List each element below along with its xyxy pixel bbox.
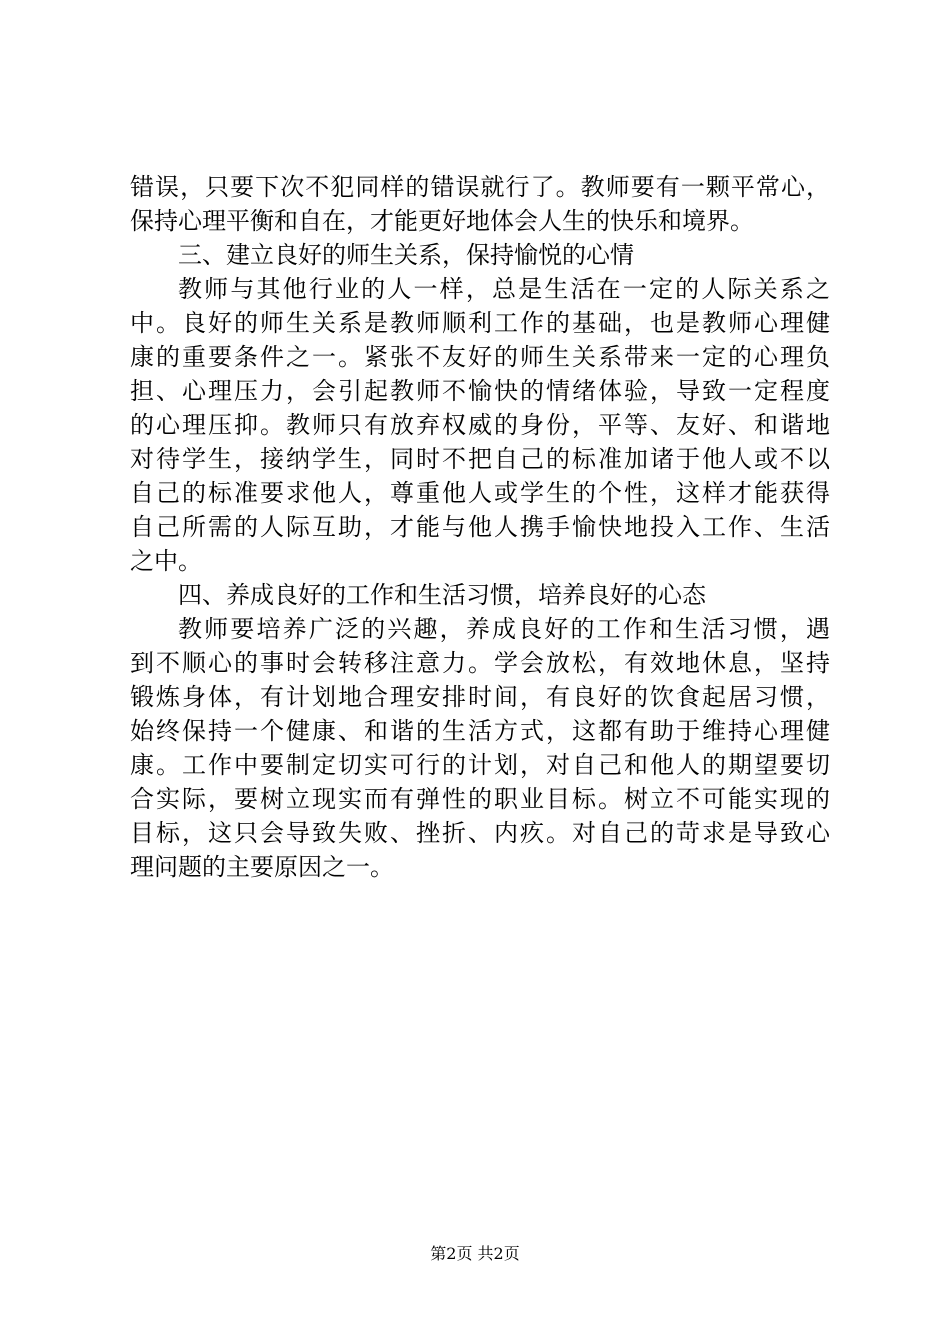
text-line: 到不顺心的事时会转移注意力。学会放松，有效地休息，坚持 — [130, 649, 830, 677]
text-line: 教师要培养广泛的兴趣，养成良好的工作和生活习惯，遇 — [178, 615, 830, 643]
text-line: 自己的标准要求他人，尊重他人或学生的个性，这样才能获得 — [130, 479, 830, 507]
document-body — [130, 170, 830, 884]
text-line: 始终保持一个健康、和谐的生活方式，这都有助于维持心理健 — [130, 717, 830, 745]
text-line: 保持心理平衡和自在，才能更好地体会人生的快乐和境界。 — [130, 207, 754, 235]
section-heading-three: 三、建立良好的师生关系，保持愉悦的心情 — [178, 241, 634, 269]
text-line: 担、心理压力，会引起教师不愉快的情绪体验，导致一定程度 — [130, 377, 830, 405]
section-heading-four: 四、养成良好的工作和生活习惯，培养良好的心态 — [178, 581, 706, 609]
text-line: 目标，这只会导致失败、挫折、内疚。对自己的苛求是导致心 — [130, 819, 830, 847]
text-line: 的心理压抑。教师只有放弃权威的身份，平等、友好、和谐地 — [130, 411, 830, 439]
page-number-footer: 第2页 共2页 — [430, 1244, 520, 1263]
text-line: 对待学生，接纳学生，同时不把自己的标准加诸于他人或不以 — [130, 445, 830, 473]
text-line: 之中。 — [130, 547, 202, 575]
text-line: 中。良好的师生关系是教师顺利工作的基础，也是教师心理健 — [130, 309, 830, 337]
text-line: 错误，只要下次不犯同样的错误就行了。教师要有一颗平常心， — [130, 173, 830, 201]
text-line: 合实际，要树立现实而有弹性的职业目标。树立不可能实现的 — [130, 785, 830, 813]
text-line: 康。工作中要制定切实可行的计划，对自己和他人的期望要切 — [130, 751, 830, 779]
text-line: 自己所需的人际互助，才能与他人携手愉快地投入工作、生活 — [130, 513, 830, 541]
text-line: 锻炼身体，有计划地合理安排时间，有良好的饮食起居习惯， — [130, 683, 830, 711]
text-line: 教师与其他行业的人一样，总是生活在一定的人际关系之 — [178, 275, 830, 303]
text-line: 理问题的主要原因之一。 — [130, 853, 394, 881]
text-line: 康的重要条件之一。紧张不友好的师生关系带来一定的心理负 — [130, 343, 830, 371]
